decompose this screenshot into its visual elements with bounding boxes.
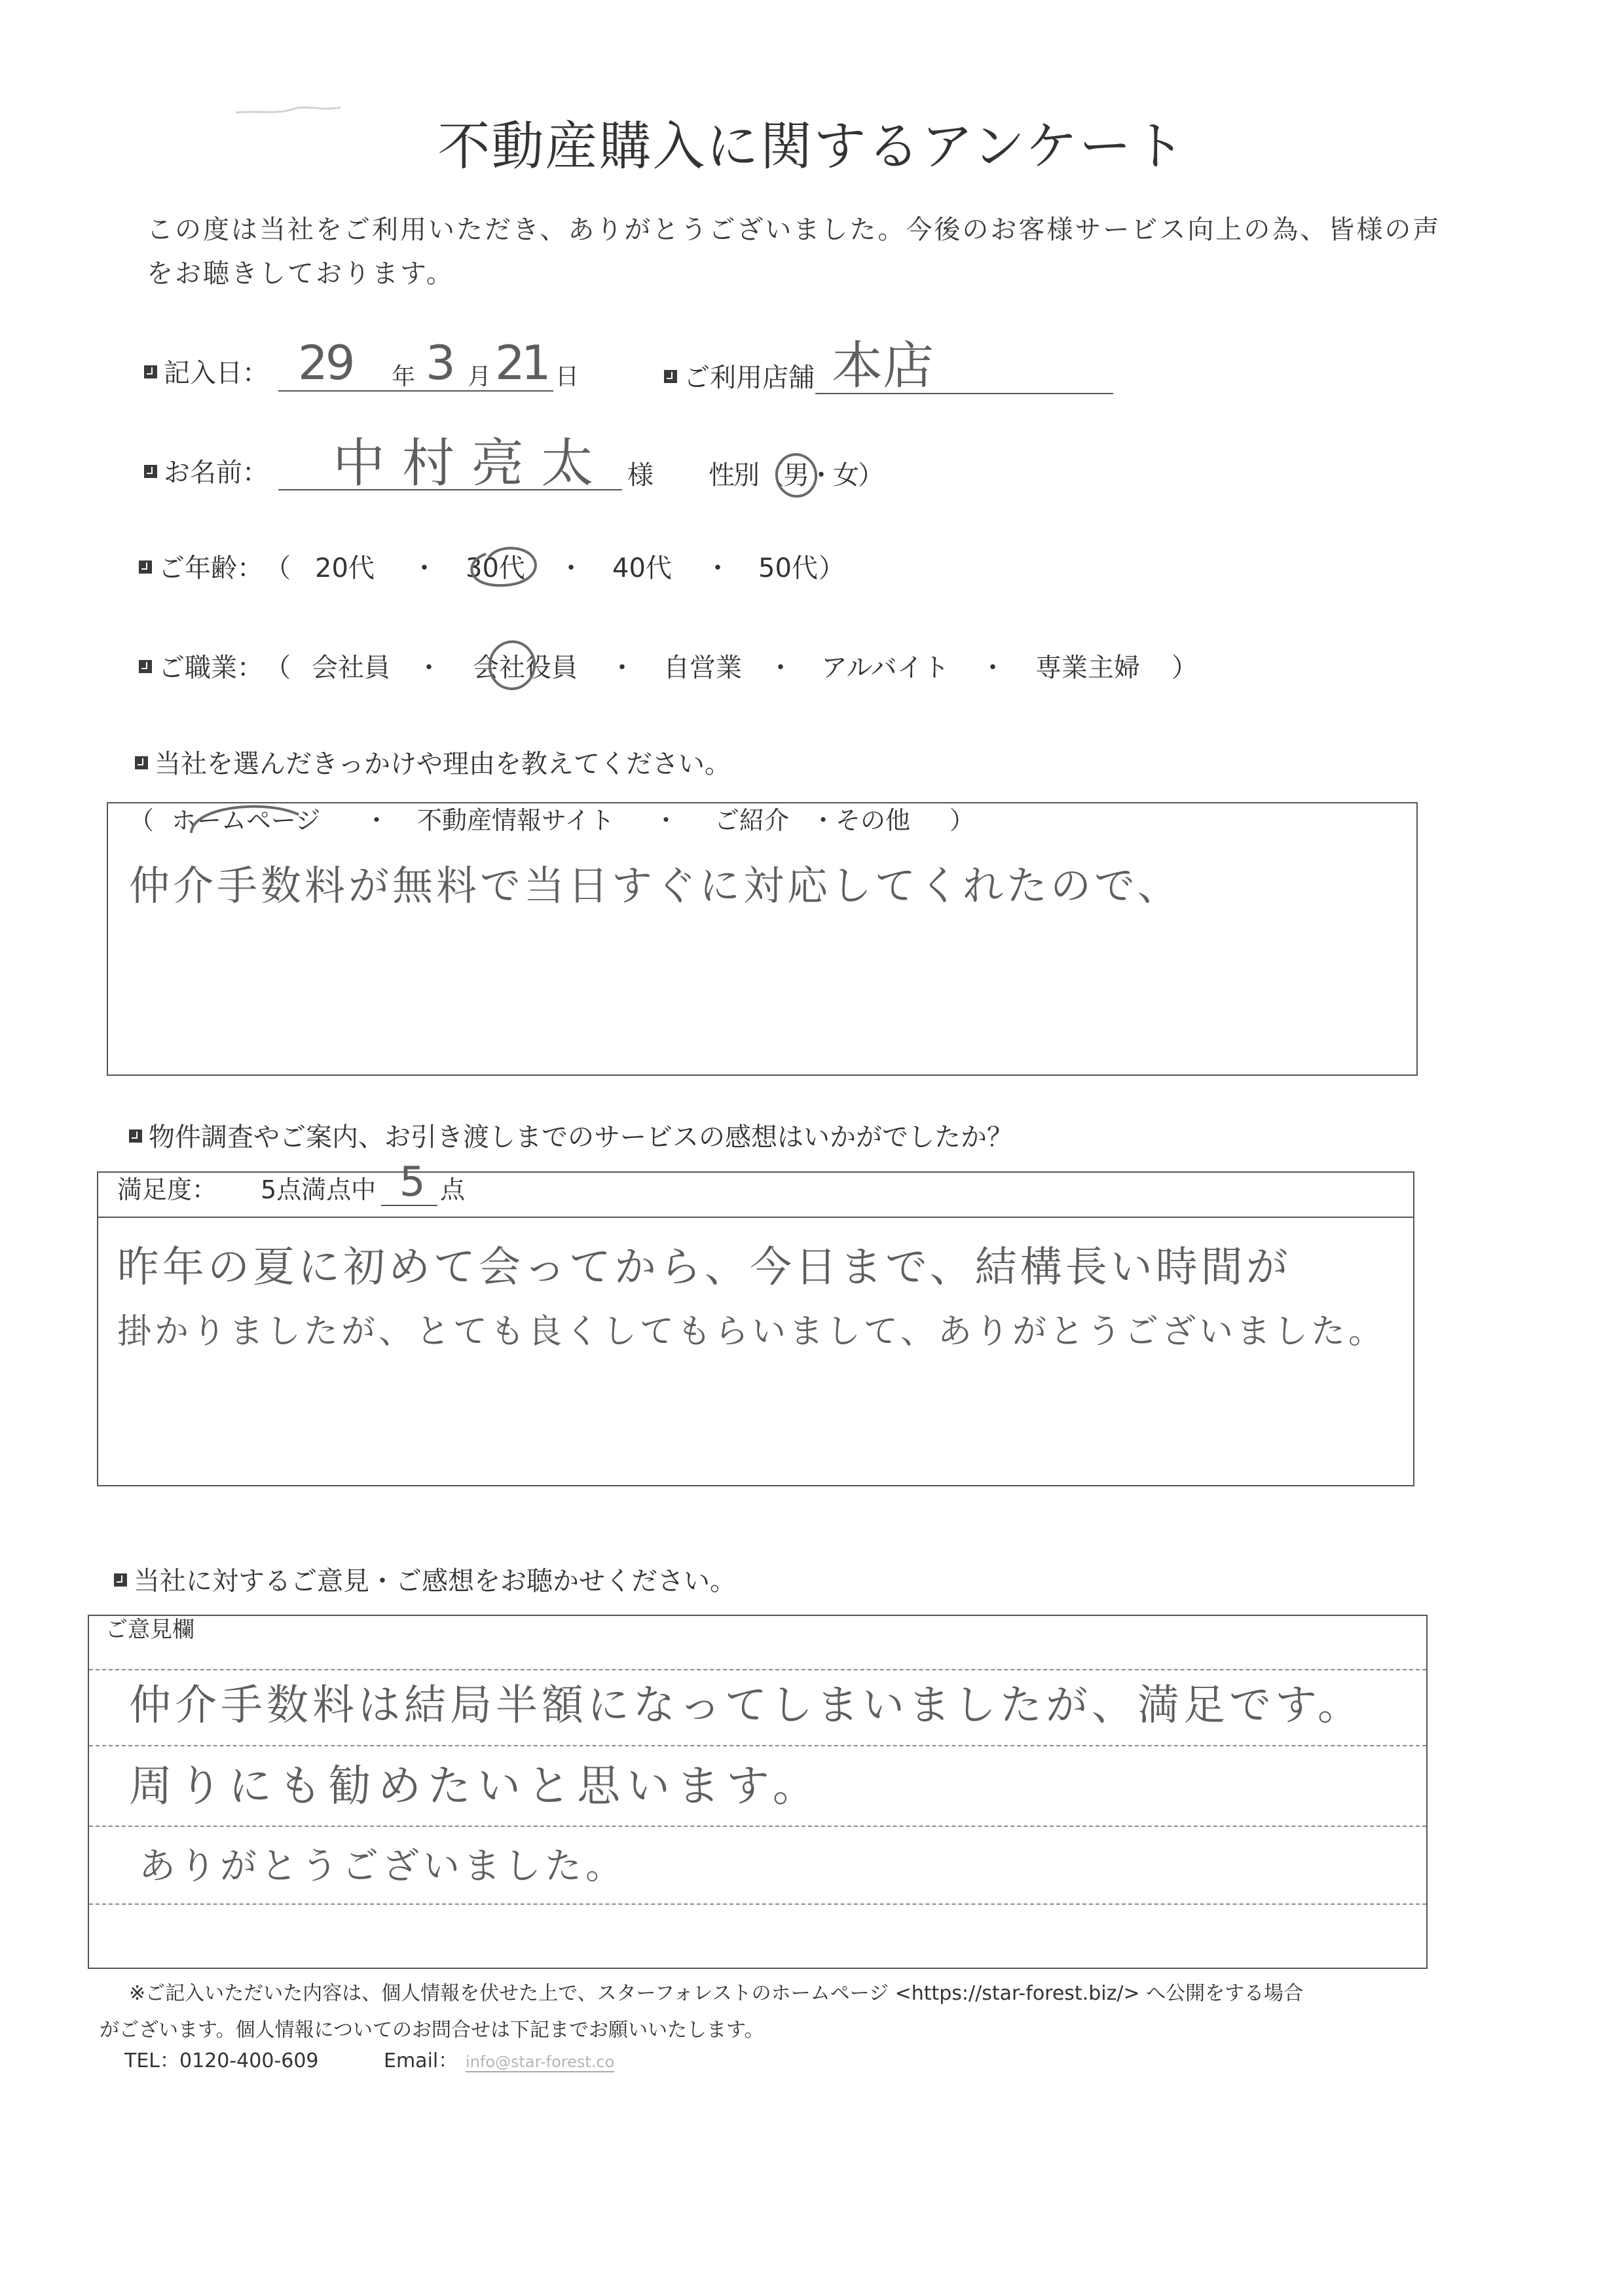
occupation-separator: ・	[416, 653, 442, 683]
gender-option-male: 男	[783, 460, 808, 490]
q1-answer-text: 仲介手数料が無料で当日すぐに対応してくれたので、	[129, 862, 1181, 909]
q3-heading-text: 当社に対するご意見・ご感想をお聴かせください。	[134, 1566, 736, 1596]
occupation-label	[139, 655, 263, 681]
age-label-text: ご年齢：	[158, 553, 263, 583]
intro-line-2: をお聴きしております。	[147, 259, 454, 289]
bullet-icon	[135, 756, 148, 769]
bullet-icon	[664, 370, 677, 383]
entry-date-label	[144, 360, 268, 386]
bullet-icon	[139, 560, 152, 574]
q3-field-label: ご意見欄	[105, 1617, 194, 1643]
gender-group	[709, 462, 883, 488]
satisfaction-score: 5	[399, 1158, 426, 1205]
age-option-40s: 40代	[612, 553, 672, 583]
occupation-option-self-employed: 自営業	[663, 653, 742, 683]
q3-ruled-line	[89, 1903, 1426, 1905]
footer-tel: TEL：0120-400-609	[124, 2049, 319, 2072]
q1-separator: ・	[654, 806, 679, 835]
q3-ruled-line	[89, 1745, 1426, 1746]
age-separator: ・	[411, 553, 437, 583]
q3-answer-line-1: 仲介手数料は結局半額になってしまいましたが、満足です。	[129, 1681, 1363, 1730]
age-separator: ・	[705, 553, 731, 583]
entry-date-day-unit: 日	[555, 363, 580, 390]
occupation-separator: ・	[609, 653, 635, 683]
gender-close-paren: ）	[858, 460, 883, 490]
q3-ruled-line	[89, 1669, 1426, 1670]
q1-option-homepage: ホームページ	[172, 806, 321, 835]
age-close-paren: ）	[819, 553, 845, 583]
footer-note-line-1: ※ご記入いただいた内容は、個人情報を伏せた上で、スターフォレストのホームページ <https://star-forest.biz/> へ公開をする場合	[129, 1982, 1304, 2005]
age-option-30s: 30代	[466, 553, 525, 583]
age-option-50s: 50代	[758, 553, 818, 583]
name-label	[144, 460, 268, 486]
footer-email: info@star-forest.co	[466, 2053, 615, 2071]
q1-option-realestate-site: 不動産情報サイト	[417, 806, 615, 835]
age-separator: ・	[558, 553, 584, 583]
q2-answer-line-2: 掛かりましたが、とても良くしてもらいまして、ありがとうございました。	[117, 1312, 1386, 1351]
q2-heading	[129, 1124, 1013, 1150]
q1-separator: ・	[811, 806, 836, 835]
entry-date-year-unit: 年	[392, 363, 416, 390]
gender-option-female: 女	[833, 460, 858, 490]
intro-line-1: この度は当社をご利用いただき、ありがとうございました。今後のお客様サービス向上の為、皆様の声	[147, 215, 1441, 245]
occupation-label-text: ご職業：	[158, 653, 263, 683]
q1-close-paren: ）	[950, 806, 975, 835]
entry-date-underline	[278, 390, 553, 392]
bullet-icon	[144, 365, 157, 378]
gender-separator: ・	[808, 460, 833, 490]
age-label	[139, 555, 263, 581]
q3-heading	[114, 1568, 736, 1594]
occupation-option-homemaker: 専業主婦	[1035, 653, 1140, 683]
q1-option-referral: ご紹介	[714, 806, 790, 835]
name-honorific: 様	[627, 460, 654, 490]
q2-header-divider	[97, 1217, 1414, 1218]
entry-date-month: 3	[426, 335, 456, 390]
occupation-option-executive: 会社役員	[473, 653, 578, 683]
bullet-icon	[114, 1573, 127, 1587]
entry-date-year: 29	[298, 335, 353, 390]
entry-date-day: 21	[495, 335, 547, 390]
bullet-icon	[129, 1129, 142, 1143]
occupation-option-employee: 会社員	[312, 653, 390, 683]
satisfaction-score-unit: 点	[440, 1175, 466, 1204]
store-label	[664, 365, 815, 391]
q1-option-other: その他	[836, 806, 911, 835]
q2-heading-text: 物件調査やご案内、お引き渡しまでのサービスの感想はいかがでしたか？	[149, 1122, 1013, 1152]
q2-answer-line-1: 昨年の夏に初めて会ってから、今日まで、結構長い時間が	[117, 1243, 1291, 1292]
bullet-icon	[139, 660, 152, 673]
occupation-close-paren: ）	[1172, 653, 1198, 683]
entry-date-month-unit: 月	[468, 363, 492, 390]
gender-label: 性別	[709, 460, 758, 490]
q3-answer-line-2: 周りにも勧めたいと思います。	[129, 1761, 822, 1811]
satisfaction-scale-text: 5点満点中	[261, 1175, 377, 1204]
occupation-option-part-time: アルバイト	[821, 653, 950, 683]
q1-heading	[135, 751, 731, 777]
entry-date-label-text: 記入日：	[164, 358, 268, 388]
footer-note-line-2: がございます。個人情報についてのお問合せは下記までお願いいたします。	[100, 2019, 764, 2042]
store-value: 本店	[832, 337, 934, 395]
name-value: 中村亮太	[333, 433, 610, 494]
satisfaction-label: 満足度：	[117, 1175, 217, 1204]
occupation-separator: ・	[767, 653, 794, 683]
gender-open-paren: （	[758, 460, 783, 490]
occupation-separator: ・	[980, 653, 1006, 683]
q1-open-paren: （	[129, 806, 155, 835]
q1-answer-box	[107, 802, 1418, 1076]
q1-separator: ・	[364, 806, 390, 835]
q3-ruled-line	[89, 1826, 1426, 1827]
footer-email-label: Email：	[384, 2049, 458, 2072]
page-title: 不動産購入に関するアンケート	[437, 116, 1187, 177]
q1-heading-text: 当社を選んだきっかけや理由を教えてください。	[155, 749, 731, 779]
occupation-open-paren: （	[265, 653, 291, 683]
name-label-text: お名前：	[164, 458, 268, 488]
store-label-text: ご利用店舗	[684, 363, 815, 393]
age-option-20s: 20代	[315, 553, 375, 583]
bullet-icon	[144, 465, 157, 478]
q3-answer-line-3: ありがとうございました。	[139, 1845, 626, 1888]
age-open-paren: （	[265, 553, 291, 583]
scan-artifact	[236, 107, 341, 113]
